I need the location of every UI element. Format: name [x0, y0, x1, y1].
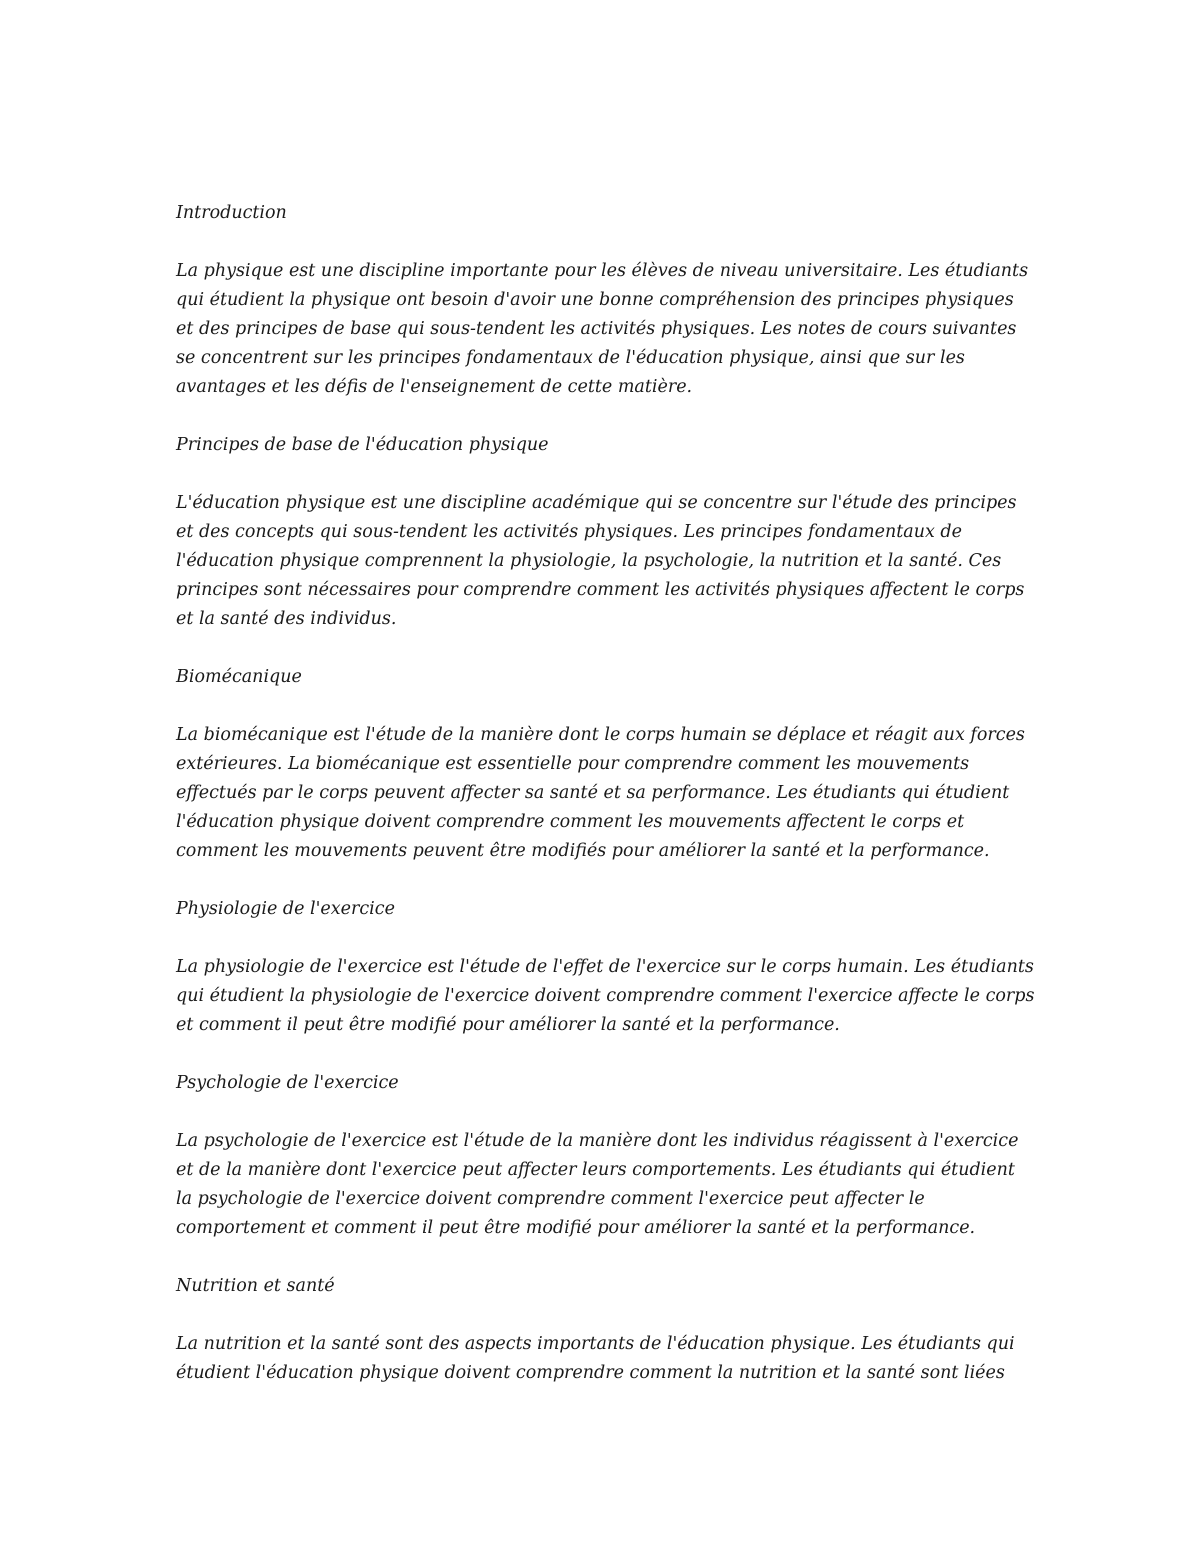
section-heading-principes: Principes de base de l'éducation physique [176, 435, 549, 455]
section-paragraph-nutrition: La nutrition et la santé sont des aspects importants de l'éducation physique. Les étudiants qui étudient l'éducation physique doivent comprendre comment la nutrition et la santé sont liées [176, 1334, 1015, 1383]
section-paragraph-introduction: La physique est une discipline importante pour les élèves de niveau universitaire. Les étudiants qui étudient la physique ont besoin d'avoir une bonne compréhension des principes physiques et des principes de base qui sous-tendent les activités physiques. Les notes de cours suivantes se concentrent sur les principes fondamentaux de l'éducation physique, ainsi que sur les avantages et les défis de l'enseignement de cette matière. [176, 261, 1029, 397]
section-paragraph-physiologie: La physiologie de l'exercice est l'étude de l'effet de l'exercice sur le corps humain. Les étudiants qui étudient la physiologie de l'exercice doivent comprendre comment l'exercice affecte le corps et comment il peut être modifié pour améliorer la santé et la performance. [176, 957, 1035, 1035]
section-heading-psychologie: Psychologie de l'exercice [176, 1073, 399, 1093]
section-heading-nutrition: Nutrition et santé [176, 1276, 335, 1296]
section-heading-physiologie: Physiologie de l'exercice [176, 899, 395, 919]
section-heading-introduction: Introduction [176, 203, 287, 223]
document-body [176, 199, 1036, 1417]
section-paragraph-principes: L'éducation physique est une discipline académique qui se concentre sur l'étude des principes et des concepts qui sous-tendent les activités physiques. Les principes fondamentaux de l'éducation physique comprennent la physiologie, la psychologie, la nutrition et la santé. Ces principes sont nécessaires pour comprendre comment les activités physiques affectent le corps et la santé des individus. [176, 493, 1025, 629]
section-paragraph-biomecanique: La biomécanique est l'étude de la manière dont le corps humain se déplace et réagit aux forces extérieures. La biomécanique est essentielle pour comprendre comment les mouvements effectués par le corps peuvent affecter sa santé et sa performance. Les étudiants qui étudient l'éducation physique doivent comprendre comment les mouvements affectent le corps et comment les mouvements peuvent être modifiés pour améliorer la santé et la performance. [176, 725, 1025, 861]
section-heading-biomecanique: Biomécanique [176, 667, 302, 687]
section-paragraph-psychologie: La psychologie de l'exercice est l'étude de la manière dont les individus réagissent à l'exercice et de la manière dont l'exercice peut affecter leurs comportements. Les étudiants qui étudient la psychologie de l'exercice doivent comprendre comment l'exercice peut affecter le comportement et comment il peut être modifié pour améliorer la santé et la performance. [176, 1131, 1019, 1238]
